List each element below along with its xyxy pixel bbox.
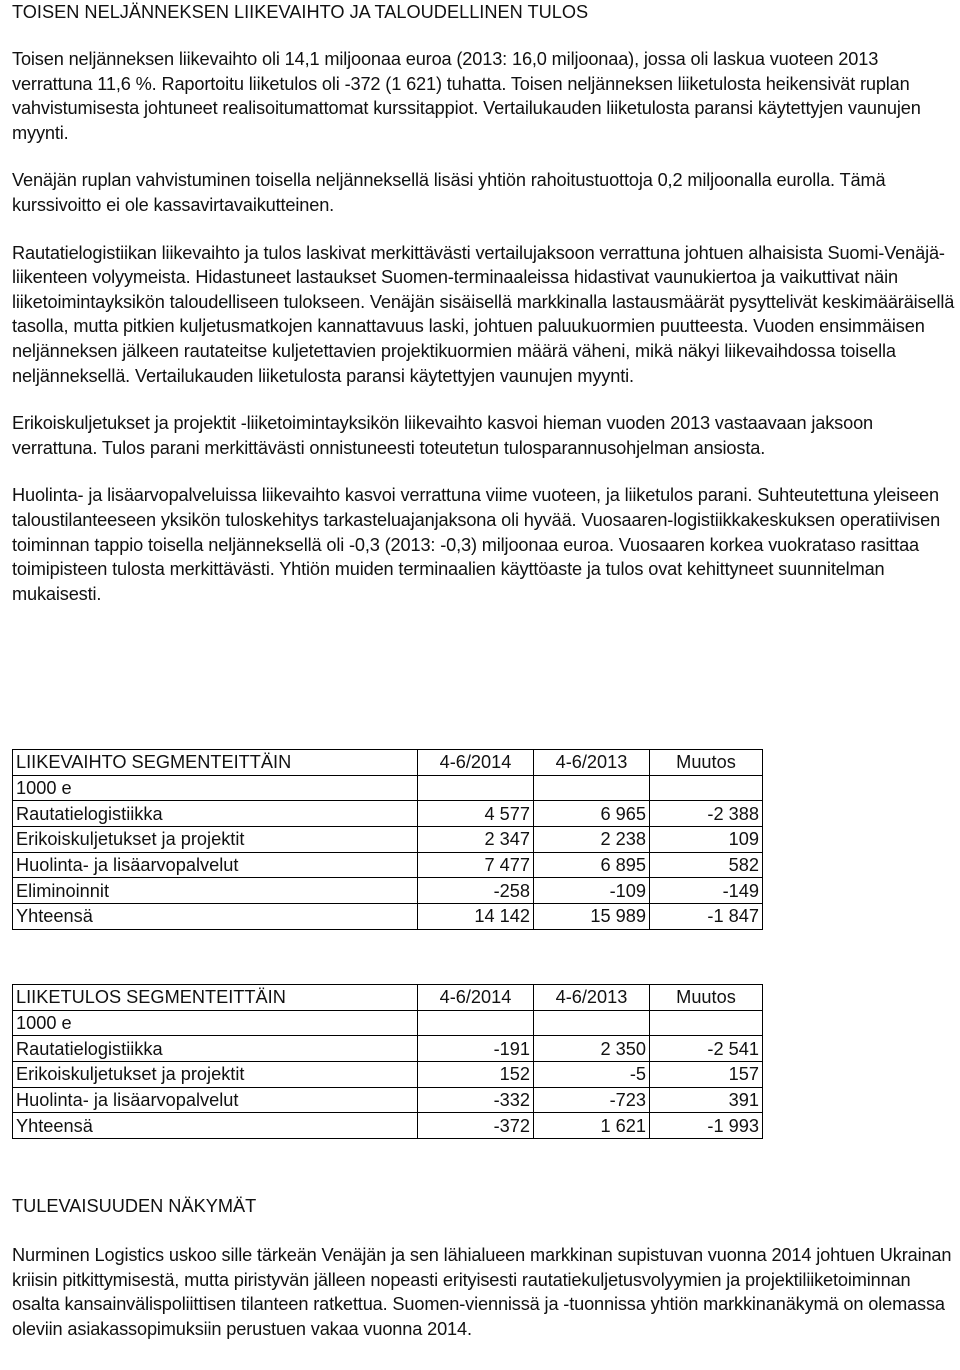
cell-2013: 15 989 [534, 904, 650, 930]
paragraph-special-transport: Erikoiskuljetukset ja projektit -liiketoimintayksikön liikevaihto kasvoi hieman vuoden 2013 vastaavaan jaksoon verrattuna. Tulos parani merkittävästi onnistuneesti toteutetun tulosparannusohjelman ansiosta. [12, 413, 873, 458]
column-header: 4-6/2014 [418, 985, 534, 1011]
cell-change: -2 541 [650, 1036, 763, 1062]
cell-2013: 6 895 [534, 852, 650, 878]
table-row [13, 878, 763, 904]
row-label: Huolinta- ja lisäarvopalvelut [13, 852, 418, 878]
ebit-by-segment-table [12, 984, 763, 1139]
column-header: Muutos [650, 985, 763, 1011]
cell-2013: 2 238 [534, 827, 650, 853]
cell-change: -1 993 [650, 1113, 763, 1139]
row-label: Erikoiskuljetukset ja projektit [13, 1062, 418, 1088]
cell-2013: 1 621 [534, 1113, 650, 1139]
row-label: Eliminoinnit [13, 878, 418, 904]
section-heading-q2: TOISEN NELJÄNNEKSEN LIIKEVAIHTO JA TALOUDELLINEN TULOS [12, 2, 589, 22]
cell-change: 391 [650, 1087, 763, 1113]
table-unit-row [13, 775, 763, 801]
cell-2014: 14 142 [418, 904, 534, 930]
cell-change: -1 847 [650, 904, 763, 930]
cell-2014: -191 [418, 1036, 534, 1062]
paragraph-rail-logistics: Rautatielogistiikan liikevaihto ja tulos laskivat merkittävästi vertailujaksoon verrattuna johtuen alhaisista Suomi-Venäjä-liikenteen volyymeista. Hidastuneet lastaukset Suomen-terminaaleissa hidastivat vaunukiertoa ja vaikuttivat näin liiketoimintayksikön taloudelliseen tulokseen. Venäjän sisäisellä markkinalla lastausmäärät pysyttelivät keskimääräisellä tasolla, mutta pitkien kuljetusmatkojen kannattavuus laski, johtuen paluukuormien puutteesta. Vuoden ensimmäisen neljänneksen jälkeen rautateitse kuljetettavien projektikuormien määrä väheni, mikä näkyi liikevaihdossa toisella neljänneksellä. Vertailukauden liiketulosta paransi käytettyjen vaunujen myynti. [12, 242, 955, 386]
cell-2013: -723 [534, 1087, 650, 1113]
table-title: LIIKEVAIHTO SEGMENTEITTÄIN [13, 750, 418, 776]
table-row [13, 827, 763, 853]
row-label: Rautatielogistiikka [13, 1036, 418, 1062]
cell-2013: -109 [534, 878, 650, 904]
revenue-by-segment-table [12, 749, 763, 930]
section-heading-outlook: TULEVAISUUDEN NÄKYMÄT [12, 1196, 257, 1216]
cell-2014: -332 [418, 1087, 534, 1113]
cell-change: -2 388 [650, 801, 763, 827]
column-header: 4-6/2013 [534, 985, 650, 1011]
table-row [13, 1036, 763, 1062]
cell-2014: 152 [418, 1062, 534, 1088]
unit-label: 1000 e [13, 1010, 418, 1036]
table-header-row [13, 985, 763, 1011]
table-unit-row [13, 1010, 763, 1036]
cell-change: 157 [650, 1062, 763, 1088]
row-label: Yhteensä [13, 1113, 418, 1139]
row-label: Rautatielogistiikka [13, 801, 418, 827]
table-row [13, 1087, 763, 1113]
table-header-row [13, 750, 763, 776]
table-title: LIIKETULOS SEGMENTEITTÄIN [13, 985, 418, 1011]
cell-2014: 7 477 [418, 852, 534, 878]
unit-label: 1000 e [13, 775, 418, 801]
cell-2014: -372 [418, 1113, 534, 1139]
column-header: 4-6/2014 [418, 750, 534, 776]
cell-2014: 4 577 [418, 801, 534, 827]
paragraph-q2-summary: Toisen neljänneksen liikevaihto oli 14,1 miljoonaa euroa (2013: 16,0 miljoonaa), jossa oli laskua vuoteen 2013 verrattuna 11,6 %. Raportoitu liiketulos oli -372 (1 621) tuhatta. Toisen neljänneksen liiketulosta heikensivät ruplan vahvistumisesta johtuneet realisoitumattomat kurssitappiot. Vertailukauden liiketulosta paransi käytettyjen vaunujen myynti. [12, 49, 921, 143]
column-header: Muutos [650, 750, 763, 776]
table-row [13, 801, 763, 827]
cell-change: -149 [650, 878, 763, 904]
row-label: Yhteensä [13, 904, 418, 930]
paragraph-outlook: Nurminen Logistics uskoo sille tärkeän Venäjän ja sen lähialueen markkinan supistuvan vuonna 2014 johtuen Ukrainan kriisin pitkittymisestä, mutta piristyvän jälleen nopeasti erityisesti rautatiekuljetusvolyymien ja projektiliiketoiminnan osalta kansainvälispoliittisen tilanteen ratkettua. Suomen-viennissä ja -tuonnissa yhtiön markkinanäkymä on olemassa oleviin asiakassopimuksiin perustuen vakaa vuonna 2014. [12, 1245, 952, 1339]
table-row [13, 1062, 763, 1088]
paragraph-ruble-effect: Venäjän ruplan vahvistuminen toisella neljänneksellä lisäsi yhtiön rahoitustuottoja 0,2 miljoonalla eurolla. Tämä kurssivoitto ei ole kassavirtavaikutteinen. [12, 170, 886, 215]
row-label: Erikoiskuljetukset ja projektit [13, 827, 418, 853]
table-row [13, 852, 763, 878]
paragraph-forwarding: Huolinta- ja lisäarvopalveluissa liikevaihto kasvoi verrattuna viime vuoteen, ja liiketulos parani. Suhteutettuna yleiseen taloustilanteeseen yksikön tuloskehitys tarkasteluajanjaksona oli hyvää. Vuosaaren-logistiikkakeskuksen operatiivisen toiminnan tappio toisella neljänneksellä oli -0,3 (2013: -0,3) miljoonaa euroa. Vuosaaren korkea vuokrataso rasittaa toimipisteen tulosta merkittävästi. Yhtiön muiden terminaalien käyttöaste ja tulos ovat kehittyneet suunnitelman mukaisesti. [12, 485, 941, 604]
column-header: 4-6/2013 [534, 750, 650, 776]
cell-2013: 2 350 [534, 1036, 650, 1062]
cell-2014: -258 [418, 878, 534, 904]
table-total-row [13, 904, 763, 930]
cell-2013: -5 [534, 1062, 650, 1088]
cell-2014: 2 347 [418, 827, 534, 853]
cell-2013: 6 965 [534, 801, 650, 827]
row-label: Huolinta- ja lisäarvopalvelut [13, 1087, 418, 1113]
document-page [12, 0, 956, 1339]
cell-change: 109 [650, 827, 763, 853]
cell-change: 582 [650, 852, 763, 878]
table-total-row [13, 1113, 763, 1139]
